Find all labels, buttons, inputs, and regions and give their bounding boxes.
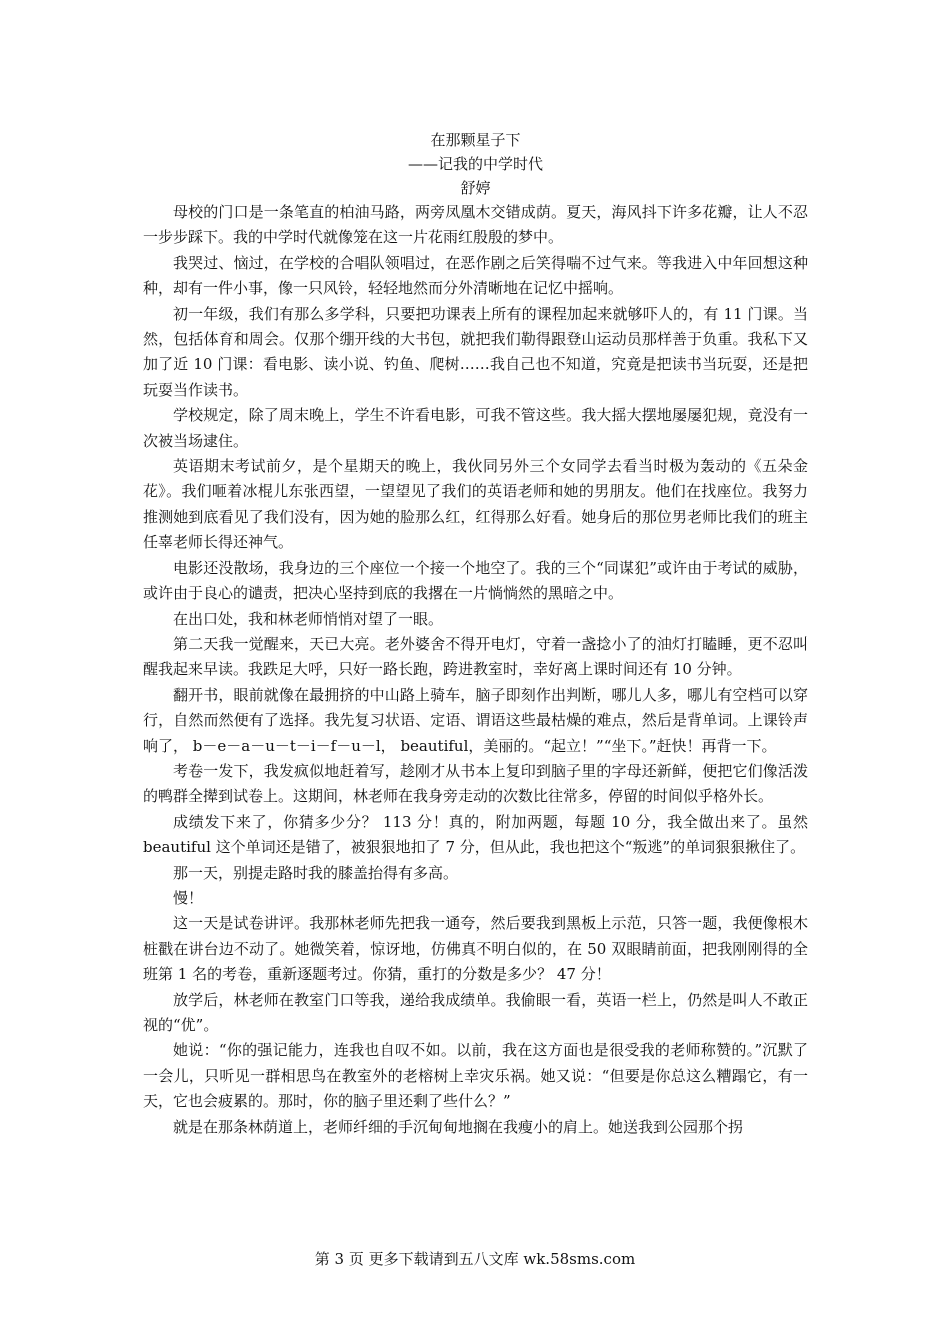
paragraph: 考卷一发下，我发疯似地赶着写，趁刚才从书本上复印到脑子里的字母还新鲜，便把它们像活泼的鸭群全撵到试卷上。这期间，林老师在我身旁走动的次数比往常多，停留的时间似乎格外长。 [143,761,808,806]
page-footer: 第 3 页 更多下载请到五八文库 wk.58sms.com [314,1250,636,1268]
paragraph: 那一天，别提走路时我的膝盖抬得有多高。 [173,863,459,882]
document-page [143,128,808,1140]
paragraph: 母校的门口是一条笔直的柏油马路，两旁凤凰木交错成荫。夏天，海风抖下许多花瓣，让人不忍一步步踩下。我的中学时代就像笼在这一片花雨红殷殷的梦中。 [143,203,808,247]
paragraph: 学校规定，除了周末晚上，学生不许看电影，可我不管这些。我大摇大摆地屡屡犯规，竟没有一次被当场逮住。 [143,406,808,450]
article-subtitle: ——记我的中学时代 [407,155,543,173]
article-author: 舒婷 [460,179,491,197]
paragraph: 慢！ [173,888,204,907]
paragraph: 我哭过、恼过，在学校的合唱队领唱过，在恶作剧之后笑得喘不过气来。等我进入中年回想这种种，却有一件小事，像一只风铃，轻轻地然而分外清晰地在记忆中摇响。 [143,253,808,298]
paragraph: 就是在那条林荫道上，老师纤细的手沉甸甸地搁在我瘦小的肩上。她送我到公园那个拐 [173,1117,744,1136]
paragraph: 在出口处，我和林老师悄悄对望了一眼。 [173,609,444,628]
paragraph: 这一天是试卷讲评。我那林老师先把我一通夸，然后要我到黑板上示范，只答一题，我便像根木桩戳在讲台边不动了。她微笑着，惊讶地，仿佛真不明白似的，在 50 双眼睛前面，把我刚刚得的全班第 1 名的考卷，重新逐题考过。你猜，重打的分数是多少？ 47 分！ [143,914,808,984]
article-body [143,200,808,1140]
title-block [143,128,808,200]
article-title: 在那颗星子下 [430,131,521,149]
paragraph: 电影还没散场，我身边的三个座位一个接一个地空了。我的三个“同谋犯”或许由于考试的威胁，或许由于良心的谴责，把决心坚持到底的我撂在一片惝惝然的黑暗之中。 [143,558,808,603]
paragraph: 第二天我一觉醒来，天已大亮。老外婆舍不得开电灯，守着一盏捻小了的油灯打瞌睡，更不忍叫醒我起来早读。我跌足大呼，只好一路长跑，跨进教室时，幸好离上课时间还有 10 分钟。 [143,634,808,679]
paragraph: 她说：“你的强记能力，连我也自叹不如。以前，我在这方面也是很受我的老师称赞的。”沉默了一会儿，只听见一群相思鸟在教室外的老榕树上幸灾乐祸。她又说：“但要是你总这么糟蹋它，有一天，它也会疲累的。那时，你的脑子里还剩了些什么？” [143,1041,808,1111]
paragraph: 翻开书，眼前就像在最拥挤的中山路上骑车，脑子即刻作出判断，哪儿人多，哪儿有空档可以穿行，自然而然便有了选择。我先复习状语、定语、谓语这些最枯燥的难点，然后是背单词。上课铃声响了， b－e－a－u－t－i－f－u－l， beautiful，美丽的。“起立！”“坐下。”赶快！再背一下。 [143,685,808,755]
paragraph: 成绩发下来了，你猜多少分？ 113 分！真的，附加两题，每题 10 分，我全做出来了。虽然 beautiful 这个单词还是错了，被狠狠地扣了 7 分，但从此，我也把这个“叛逃”的单词狠狠揪住了。 [143,812,808,857]
paragraph: 放学后，林老师在教室门口等我，递给我成绩单。我偷眼一看，英语一栏上，仍然是叫人不敢正视的“优”。 [143,990,808,1034]
paragraph: 英语期末考试前夕，是个星期天的晚上，我伙同另外三个女同学去看当时极为轰动的《五朵金花》。我们咂着冰棍儿东张西望，一望望见了我们的英语老师和她的男朋友。他们在找座位。我努力推测她到底看见了我们没有，因为她的脸那么红，红得那么好看。她身后的那位男老师比我们的班主任辜老师长得还神气。 [143,457,808,552]
paragraph: 初一年级，我们有那么多学科，只要把功课表上所有的课程加起来就够吓人的，有 11 门课。当然，包括体育和周会。仅那个绷开线的大书包，就把我们勒得跟登山运动员那样善于负重。我私下又加了近 10 门课：看电影、读小说、钓鱼、爬树……我自己也不知道，究竟是把读书当玩耍，还是把玩耍当作读书。 [143,304,808,399]
